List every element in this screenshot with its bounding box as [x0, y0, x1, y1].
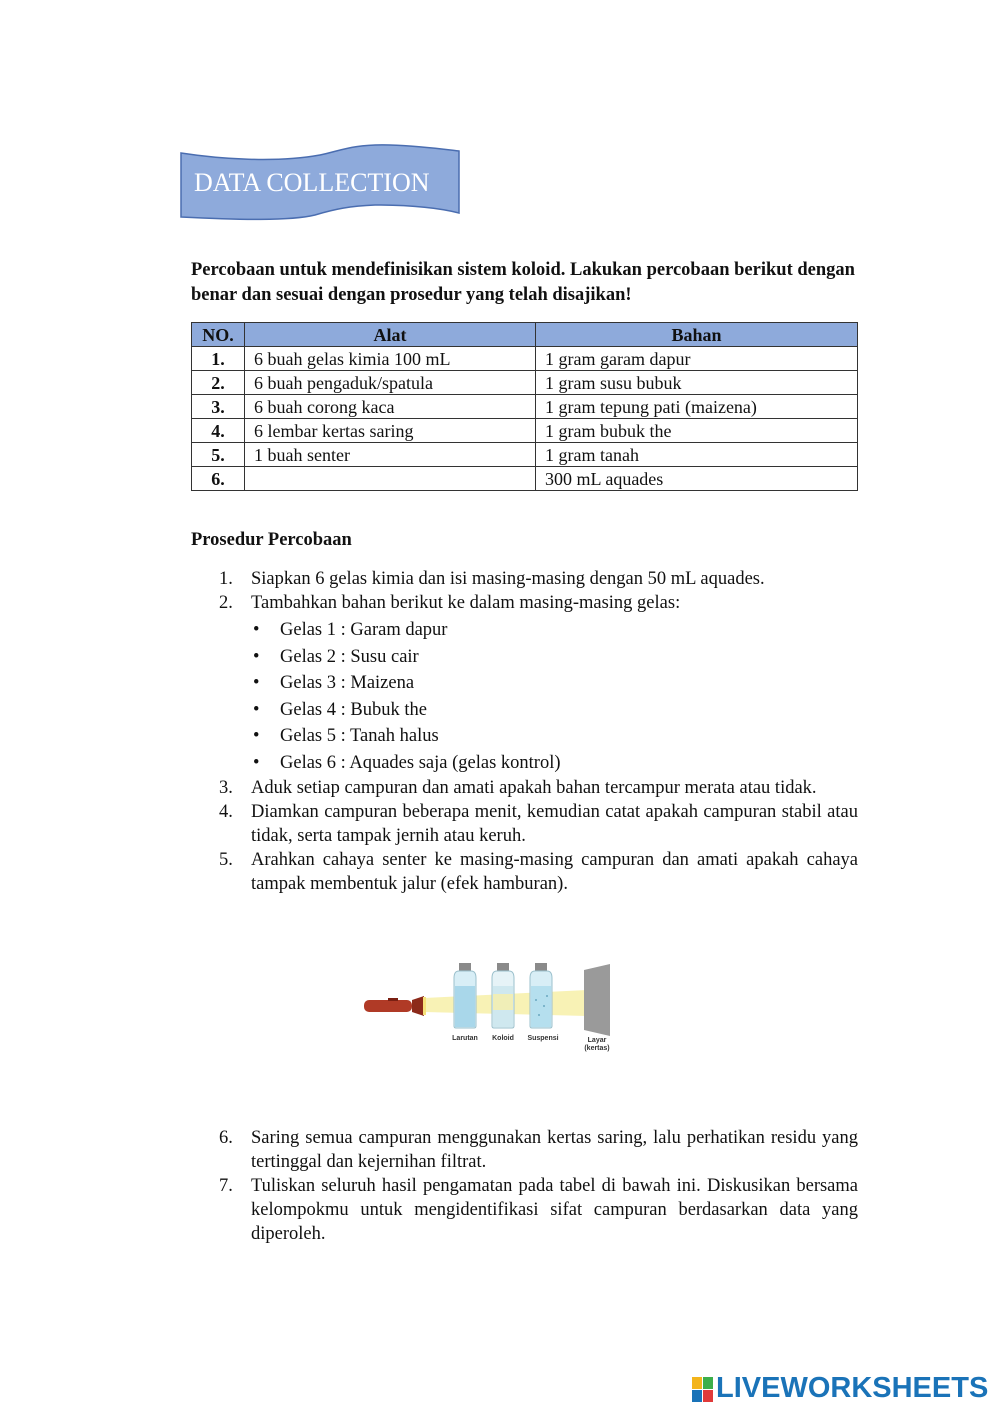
- bullet-text: Gelas 2 : Susu cair: [280, 646, 419, 667]
- label-kertas: (kertas): [584, 1045, 610, 1052]
- label-suspensi: Suspensi: [527, 1035, 559, 1042]
- bullet-text: Gelas 1 : Garam dapur: [280, 620, 448, 640]
- list-item: [191, 644, 858, 671]
- list-item: [191, 848, 858, 896]
- bullet-icon: •: [253, 620, 260, 640]
- cell-bahan: 1 gram garam dapur: [536, 347, 858, 371]
- bullet-icon: •: [253, 646, 260, 667]
- bullet-text: Gelas 5 : Tanah halus: [280, 726, 439, 746]
- step-number: 6.: [219, 1128, 233, 1148]
- table-row: [192, 395, 858, 419]
- bullet-list: [191, 617, 858, 776]
- step-number: 7.: [219, 1176, 233, 1196]
- step-number: 5.: [219, 850, 233, 870]
- flashlight-icon: [364, 996, 426, 1016]
- cell-alat: [245, 467, 536, 491]
- list-item: [191, 776, 858, 800]
- step-number: 2.: [219, 593, 233, 613]
- cell-bahan: 1 gram bubuk the: [536, 419, 858, 443]
- logo-text: LIVEWORKSHEETS: [716, 1372, 989, 1404]
- procedure-steps-2: [191, 1126, 858, 1246]
- bullet-text: Gelas 6 : Aquades saja (gelas kontrol): [280, 752, 561, 773]
- logo-blocks-icon: [692, 1377, 714, 1403]
- tools-materials-table: [191, 322, 858, 491]
- table-row: [192, 419, 858, 443]
- cell-bahan: 1 gram susu bubuk: [536, 371, 858, 395]
- step-text: Aduk setiap campuran dan amati apakah bahan tercampur merata atau tidak.: [251, 778, 817, 798]
- list-item: [191, 1174, 858, 1246]
- bullet-text: Gelas 4 : Bubuk the: [280, 699, 427, 720]
- list-item: [191, 800, 858, 848]
- procedure-title: Prosedur Percobaan: [191, 530, 352, 550]
- cell-no: 6.: [192, 467, 245, 491]
- list-item: [191, 1126, 858, 1174]
- step-number: 1.: [219, 569, 233, 589]
- bottle-koloid-icon: [492, 963, 514, 1028]
- procedure-steps-1: [191, 567, 858, 896]
- bullet-text: Gelas 3 : Maizena: [280, 673, 415, 693]
- label-layar: Layar: [587, 1037, 607, 1044]
- cell-no: 1.: [192, 347, 245, 371]
- banner-title: DATA COLLECTION: [194, 168, 430, 197]
- cell-no: 5.: [192, 443, 245, 467]
- bullet-icon: •: [253, 752, 260, 773]
- cell-no: 2.: [192, 371, 245, 395]
- bullet-icon: •: [253, 673, 260, 693]
- bottle-suspensi-icon: [530, 963, 552, 1028]
- table-row: [192, 443, 858, 467]
- header-no: NO.: [192, 323, 245, 347]
- cell-alat: 6 buah gelas kimia 100 mL: [245, 347, 536, 371]
- step-text: Diamkan campuran beberapa menit, kemudian catat apakah campuran stabil atau tidak, serta tampak jernih atau keruh.: [251, 802, 858, 846]
- header-bahan: Bahan: [536, 323, 858, 347]
- label-koloid: Koloid: [492, 1035, 514, 1042]
- table-row: [192, 371, 858, 395]
- cell-alat: 1 buah senter: [245, 443, 536, 467]
- step-number: 3.: [219, 778, 233, 798]
- cell-bahan: 1 gram tepung pati (maizena): [536, 395, 858, 419]
- step-text: Tambahkan bahan berikut ke dalam masing-masing gelas:: [251, 593, 681, 613]
- screen-icon: [584, 964, 610, 1036]
- list-item: [191, 750, 858, 777]
- table-row: [192, 467, 858, 491]
- list-item: [191, 591, 858, 615]
- data-collection-banner: [180, 143, 462, 221]
- cell-no: 3.: [192, 395, 245, 419]
- table-row: [192, 347, 858, 371]
- list-item: [191, 697, 858, 724]
- step-number: 4.: [219, 802, 233, 822]
- bullet-icon: •: [253, 699, 260, 720]
- list-item: [191, 567, 858, 591]
- list-item: [191, 670, 858, 697]
- cell-bahan: 300 mL aquades: [536, 467, 858, 491]
- header-alat: Alat: [245, 323, 536, 347]
- tyndall-effect-figure: [362, 960, 622, 1056]
- cell-no: 4.: [192, 419, 245, 443]
- cell-alat: 6 lembar kertas saring: [245, 419, 536, 443]
- step-text: Saring semua campuran menggunakan kertas saring, lalu perhatikan residu yang tertinggal dan kejernihan filtrat.: [251, 1128, 858, 1172]
- bottle-larutan-icon: [454, 963, 476, 1028]
- list-item: [191, 723, 858, 750]
- label-larutan: Larutan: [452, 1035, 478, 1042]
- list-item: [191, 617, 858, 644]
- step-text: Siapkan 6 gelas kimia dan isi masing-masing dengan 50 mL aquades.: [251, 569, 765, 589]
- bullet-icon: •: [253, 726, 260, 746]
- cell-bahan: 1 gram tanah: [536, 443, 858, 467]
- intro-text: Percobaan untuk mendefinisikan sistem koloid. Lakukan percobaan berikut dengan benar dan sesuai dengan prosedur yang telah disajikan!: [191, 260, 855, 305]
- cell-alat: 6 buah pengaduk/spatula: [245, 371, 536, 395]
- cell-alat: 6 buah corong kaca: [245, 395, 536, 419]
- step-text: Tuliskan seluruh hasil pengamatan pada tabel di bawah ini. Diskusikan bersama kelompokmu untuk mengidentifikasi sifat campuran berdasarkan data yang diperoleh.: [251, 1176, 858, 1244]
- step-text: Arahkan cahaya senter ke masing-masing campuran dan amati apakah cahaya tampak membentuk jalur (efek hamburan).: [251, 850, 858, 894]
- table-header-row: [192, 323, 858, 347]
